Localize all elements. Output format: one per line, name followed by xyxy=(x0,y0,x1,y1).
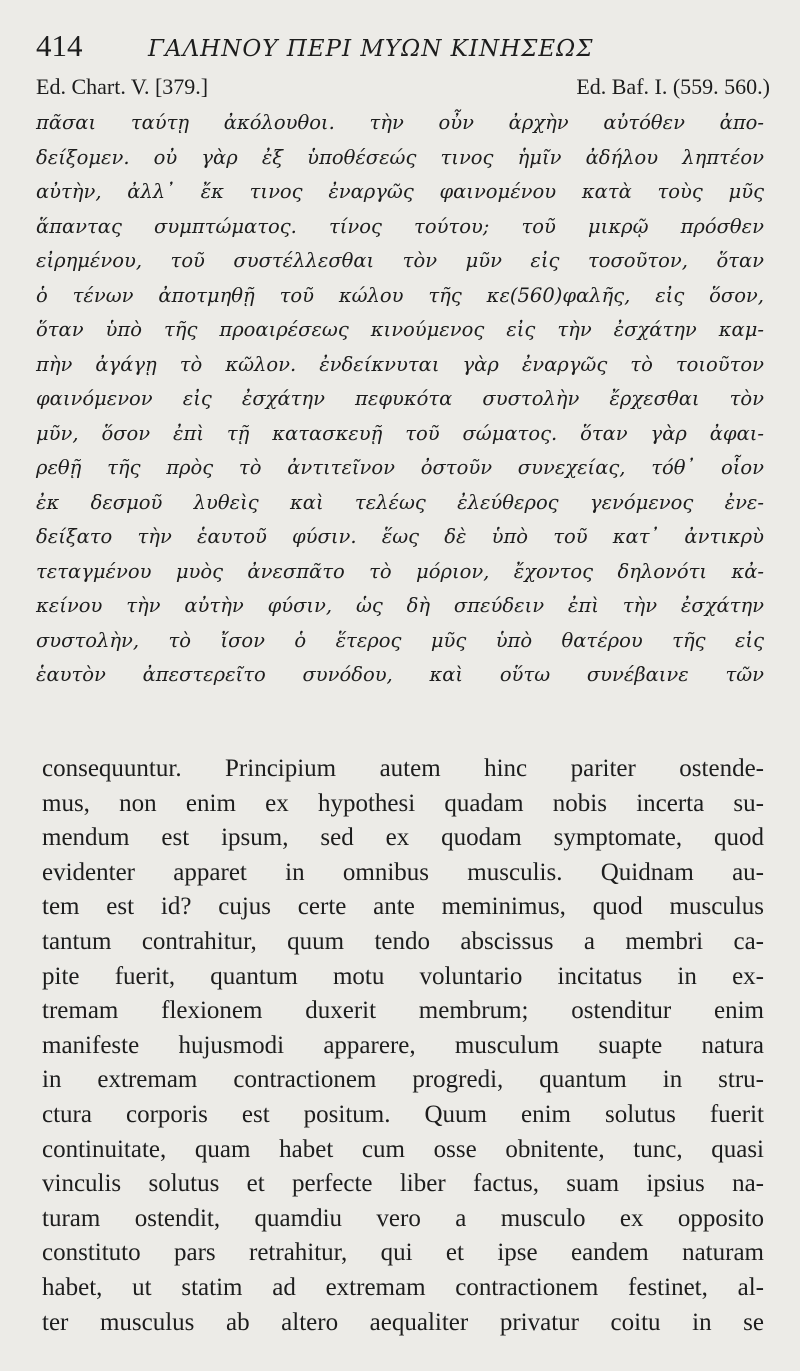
greek-text-line: συστολὴν, τὸ ἴσον ὁ ἕτερος μῦς ὑπὸ θατέρου τῆς εἰς xyxy=(36,628,764,652)
latin-text-line: mendum est ipsum, sed ex quodam symptomate, quod xyxy=(42,824,764,852)
latin-text-line: pite fuerit, quantum motu voluntario incitatus in ex- xyxy=(42,962,764,990)
greek-text-line: δείξατο τὴν ἑαυτοῦ φύσιν. ἕως δὲ ὑπὸ τοῦ κατ᾽ ἀντικρὺ xyxy=(36,525,764,548)
greek-text-line: φαινόμενον εἰς ἐσχάτην πεφυκότα συστολὴν ἔρχεσθαι τὸν xyxy=(36,387,764,410)
latin-text-line: continuitate, quam habet cum osse obnitente, tunc, quasi xyxy=(42,1135,764,1163)
greek-text-line: εἰρημένου, τοῦ συστέλλεσθαι τὸν μῦν εἰς τοσοῦτον, ὅταν xyxy=(36,249,764,272)
greek-text-line: ρεθῇ τῆς πρὸς τὸ ἀντιτεῖνον ὀστοῦν συνεχείας, τόθ᾽ οἷον xyxy=(36,456,764,479)
page-number: 414 xyxy=(36,28,83,63)
latin-text-line: mus, non enim ex hypothesi quadam nobis incerta su- xyxy=(42,789,764,817)
greek-text-line: τεταγμένου μυὸς ἀνεσπᾶτο τὸ μόριον, ἔχοντος δηλονότι κἀ- xyxy=(36,559,764,583)
latin-text-line: vinculis solutus et perfecte liber factus, suam ipsius na- xyxy=(42,1170,764,1198)
latin-text-line: constituto pars retrahitur, qui et ipse eandem naturam xyxy=(42,1239,764,1267)
latin-text-line: consequuntur. Principium autem hinc pariter ostende- xyxy=(42,755,764,782)
greek-text-line: δείξομεν. οὐ γὰρ ἐξ ὑποθέσεώς τινος ἡμῖν ἀδήλου ληπτέον xyxy=(36,145,764,169)
latin-text-line: manifeste hujusmodi apparere, musculum suapte natura xyxy=(42,1031,764,1059)
running-head xyxy=(36,28,770,68)
greek-text-line: ἑαυτὸν ἀπεστερεῖτο συνόδου, καὶ οὕτω συνέβαινε τῶν xyxy=(36,663,764,686)
greek-text-line: ὁ τένων ἀποτμηθῇ τοῦ κώλου τῆς κε(560)φαλῆς, εἰς ὅσον, xyxy=(36,283,764,307)
greek-text-line: κείνου τὴν αὐτὴν φύσιν, ὡς δὴ σπεύδειν ἐπὶ τὴν ἐσχάτην xyxy=(36,594,764,617)
greek-text-line: ὅταν ὑπὸ τῆς προαιρέσεως κινούμενος εἰς τὴν ἐσχάτην καμ- xyxy=(36,318,764,341)
latin-text-line: turam ostendit, quamdiu vero a musculo ex opposito xyxy=(42,1204,764,1232)
edition-reference-line xyxy=(36,74,770,106)
greek-text-line: ἐκ δεσμοῦ λυθεὶς καὶ τελέως ἐλεύθερος γενόμενος ἐνε- xyxy=(36,490,764,514)
latin-text-line: in extremam contractionem progredi, quantum in stru- xyxy=(42,1066,764,1094)
greek-text-line: αὐτὴν, ἀλλ᾽ ἔκ τινος ἐναργῶς φαινομένου κατὰ τοὺς μῦς xyxy=(36,180,764,203)
edition-basel-reference: Ed. Baf. I. (559. 560.) xyxy=(576,74,770,99)
greek-text-line: μῦν, ὅσον ἐπὶ τῇ κατασκευῇ τοῦ σώματος. ὅταν γὰρ ἀφαι- xyxy=(36,421,764,445)
latin-text-line: ctura corporis est positum. Quum enim solutus fuerit xyxy=(42,1100,764,1128)
latin-text-line: ter musculus ab altero aequaliter privatur coitu in se xyxy=(42,1308,764,1336)
latin-text-line: tantum contrahitur, quum tendo abscissus a membri ca- xyxy=(42,927,764,955)
latin-text-line: tremam flexionem duxerit membrum; ostenditur enim xyxy=(42,997,764,1025)
latin-text-line: tem est id? cujus certe ante meminimus, quod musculus xyxy=(42,893,764,921)
greek-text-line: ἅπαντας συμπτώματος. τίνος τούτου; τοῦ μικρῷ πρόσθεν xyxy=(36,214,764,238)
latin-text-line: evidenter apparet in omnibus musculis. Quidnam au- xyxy=(42,858,764,886)
greek-text-line: πὴν ἀγάγῃ τὸ κῶλον. ἐνδείκνυται γὰρ ἐναργῶς τὸ τοιοῦτον xyxy=(36,352,764,376)
greek-text-block xyxy=(36,106,770,693)
edition-chart-reference: Ed. Chart. V. [379.] xyxy=(36,74,209,99)
latin-text-block xyxy=(42,752,764,1340)
running-title: ΓΑΛΗΝΟΥ ΠΕΡΙ ΜΥΩΝ ΚΙΝΗΣΕΩΣ xyxy=(148,36,594,62)
greek-text-line: πᾶσαι ταύτῃ ἀκόλουθοι. τὴν οὖν ἀρχὴν αὐτόθεν ἀπο- xyxy=(36,111,764,134)
latin-text-line: habet, ut statim ad extremam contractionem festinet, al- xyxy=(42,1273,764,1301)
